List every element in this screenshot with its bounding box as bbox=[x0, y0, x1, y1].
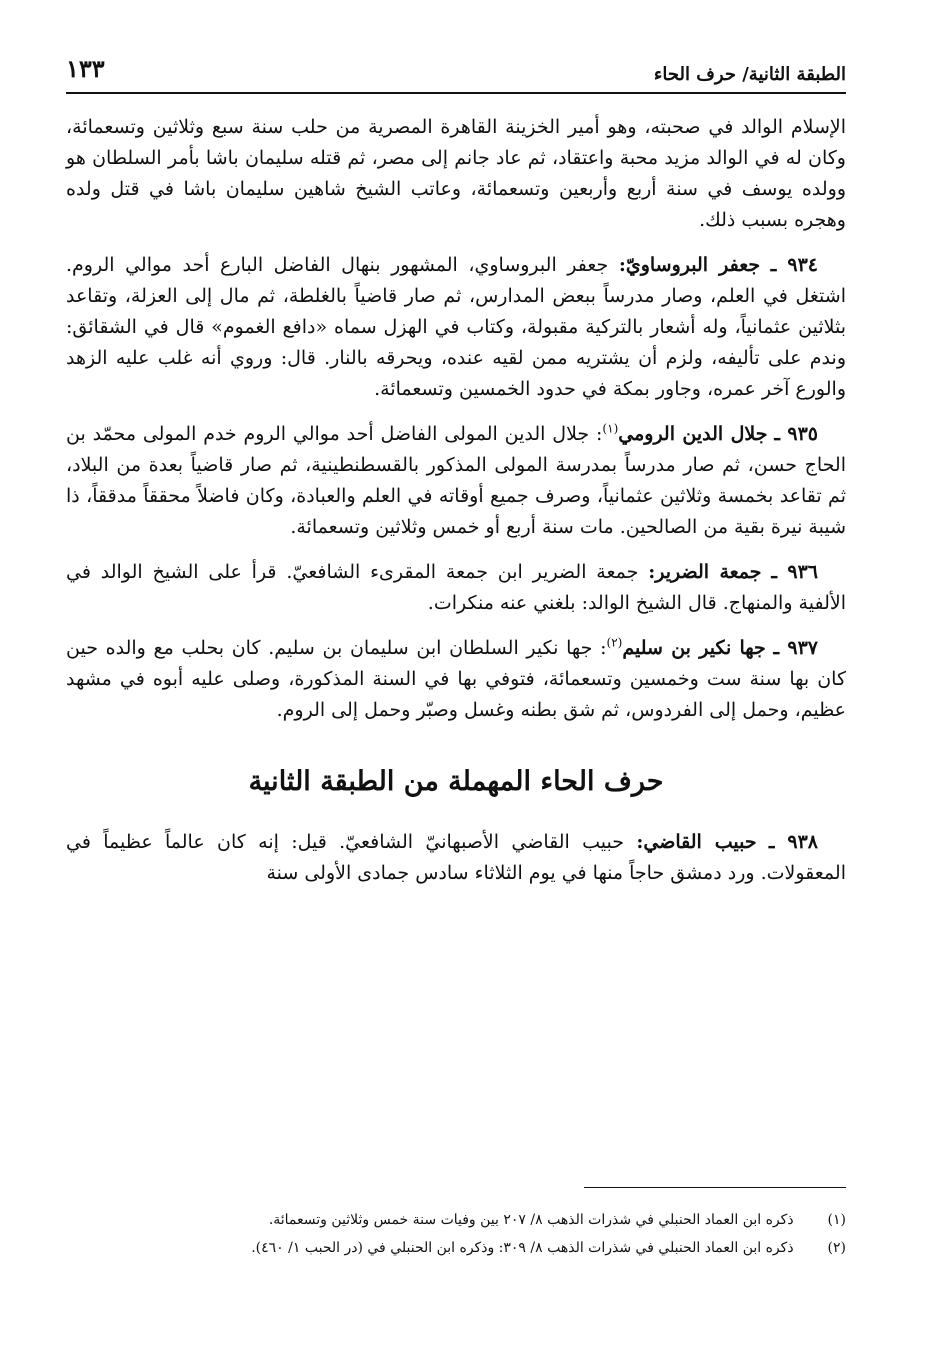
footnote-reference[interactable]: (١) bbox=[602, 421, 619, 436]
footnotes bbox=[66, 1206, 846, 1262]
footnote-2 bbox=[66, 1234, 846, 1262]
paragraph-continuation bbox=[66, 112, 846, 236]
entry-number: ٩٣٦ ـ bbox=[771, 561, 818, 583]
entry-name: جها نكير بن سليم bbox=[622, 637, 766, 659]
entry-name: حبيب القاضي: bbox=[636, 831, 757, 853]
footnote-marker: (٢) bbox=[827, 1240, 846, 1256]
page-header bbox=[66, 48, 846, 92]
footnote-text: ذكره ابن العماد الحنبلي في شذرات الذهب ٨/ ٣٠٩: وذكره ابن الحنبلي في (در الحبب ١/ ٤٦٠). bbox=[251, 1240, 794, 1256]
header-rule bbox=[66, 92, 846, 94]
entry-name: جمعة الضرير: bbox=[648, 561, 762, 583]
entry-name: جلال الدين الرومي bbox=[618, 423, 768, 445]
entry-text: : جلال الدين المولى الفاضل أحد موالي الروم خدم المولى محمّد بن الحاج حسن، ثم صار مدرساً بمدرسة المولى المذكور بالقسطنطينية، ثم صار قاضياً بعدة من البلاد، ثم تقاعد بخمسة وثلاثين عثمانياً، وصرف جميع أوقاته في العلم والعبادة، وكان فاضلاً محققاً مدققاً، ذا شيبة نيرة بقية من الصالحين. مات سنة أربع أو خمس وثلاثين وتسعمائة. bbox=[66, 423, 846, 538]
entry-number: ٩٣٨ ـ bbox=[768, 831, 818, 853]
entry-935 bbox=[66, 419, 846, 543]
entry-name: جعفر البروساويّ: bbox=[618, 254, 761, 276]
footnote-marker: (١) bbox=[827, 1212, 846, 1228]
entry-936 bbox=[66, 557, 846, 619]
entry-937 bbox=[66, 633, 846, 726]
entry-text: حبيب القاضي الأصبهانيّ الشافعيّ. قيل: إنه كان عالماً عظيماً في المعقولات. ورد دمشق حاجاً منها في يوم الثلاثاء سادس جمادى الأولى سنة bbox=[66, 831, 846, 884]
entry-number: ٩٣٧ ـ bbox=[773, 637, 818, 659]
main-text bbox=[66, 112, 846, 903]
entry-text: جمعة الضرير ابن جمعة المقرىء الشافعيّ. قرأ على الشيخ الوالد في الألفية والمنهاج. قال الشيخ الوالد: بلغني عنه منكرات. bbox=[66, 561, 846, 614]
footnote-reference[interactable]: (٢) bbox=[606, 635, 623, 650]
entry-number: ٩٣٤ ـ bbox=[770, 254, 819, 276]
running-head: الطبقة الثانية/ حرف الحاء bbox=[653, 64, 846, 85]
entry-text: جعفر البروساوي، المشهور بنهال الفاضل البارع أحد موالي الروم. اشتغل في العلم، وصار مدرساً ببعض المدارس، ثم صار قاضياً بالغلطة، ثم مال إلى العزلة، وتقاعد بثلاثين عثمانياً، وله أشعار بالتركية مقبولة، وكتاب في الهزل سماه «دافع الغموم» قال في الشقائق: وندم على تأليفه، ولزم أن يشتريه ممن لقيه عنده، ويحرقه بالنار. قال: وروي أنه غلب عليه الزهد والورع آخر عمره، وجاور بمكة في حدود الخمسين وتسعمائة. bbox=[66, 254, 846, 400]
paragraph-text: الإسلام الوالد في صحبته، وهو أمير الخزينة القاهرة المصرية من حلب سنة سبع وثلاثين وتسعمائة، وكان له في الوالد مزيد محبة واعتقاد، ثم عاد جانم إلى مصر، ثم قتله سليمان باشا بأمر السلطان هو وولده يوسف في سنة أربع وأربعين وتسعمائة، وعاتب الشيخ شاهين سليمان باشا في قتل ولده وهجره بسبب ذلك. bbox=[66, 116, 846, 231]
entry-938 bbox=[66, 827, 846, 889]
footnote-text: ذكره ابن العماد الحنبلي في شذرات الذهب ٨/ ٢٠٧ بين وفيات سنة خمس وثلاثين وتسعمائة. bbox=[268, 1212, 794, 1228]
footnote-1 bbox=[66, 1206, 846, 1234]
section-heading: حرف الحاء المهملة من الطبقة الثانية bbox=[248, 766, 664, 797]
page-number: ١٣٣ bbox=[66, 54, 105, 83]
entry-number: ٩٣٥ ـ bbox=[774, 423, 819, 445]
footnote-rule bbox=[584, 1187, 846, 1188]
entry-934 bbox=[66, 250, 846, 405]
entry-text: : جها نكير السلطان ابن سليمان بن سليم. كان بحلب مع والده حين كان بها سنة ست وخمسين وتسعمائة، فتوفي بها في السنة المذكورة، وصلى عليه أبوه في مشهد عظيم، وحمل إلى الفردوس، ثم شق بطنه وغسل وصبّر وحمل إلى الروم. bbox=[66, 637, 846, 721]
